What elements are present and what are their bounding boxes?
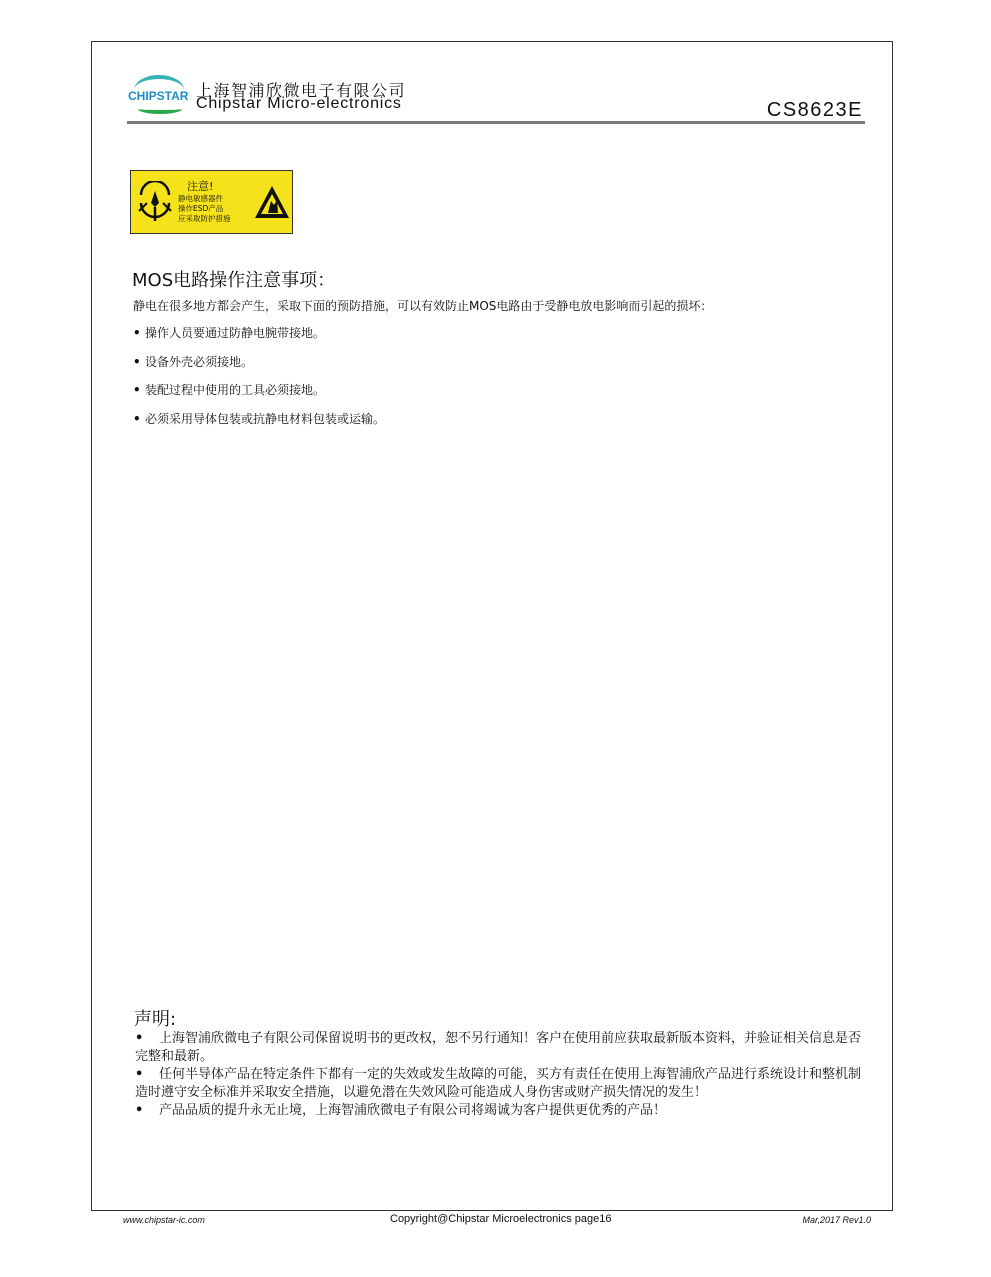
list-item: • 操作人员要通过防静电腕带接地。 xyxy=(133,326,326,340)
footer-website-link[interactable]: www.chipstar-ic.com xyxy=(123,1215,205,1225)
esd-line-3: 应采取防护措施 xyxy=(178,214,231,223)
company-name-en: Chipstar Micro-electronics xyxy=(196,95,402,112)
list-item: • 设备外壳必须接地。 xyxy=(133,354,254,369)
header-divider xyxy=(127,121,865,124)
list-item: • 必须采用导体包装或抗静电材料包装或运输。 xyxy=(133,411,386,426)
part-number: CS8623E xyxy=(766,99,863,121)
mos-precaution-list xyxy=(133,325,385,439)
logo-swoosh xyxy=(138,104,182,114)
list-item: • 装配过程中使用的工具必须接地。 xyxy=(133,383,326,397)
mos-section-heading: MOS电路操作注意事项： xyxy=(132,270,336,291)
esd-warning-triangle-icon xyxy=(253,183,291,221)
declaration-heading: 声明: xyxy=(134,1009,177,1030)
declaration-item: • 任何半导体产品在特定条件下都有一定的失效或发生故障的可能，买方有责任在使用上海智浦欣产品进行系统设计和整机制造时遵守安全标准并采取安全措施，以避免潜在失效风险可能造成人身伤害或财产损失情况的发生！ xyxy=(135,1067,862,1100)
chipstar-logo xyxy=(128,73,190,115)
logo-wordmark: CHIPSTAR xyxy=(128,89,189,103)
footer-revision: Mar,2017 Rev1.0 xyxy=(802,1215,871,1225)
esd-warning-box xyxy=(130,170,293,234)
footer-copyright: Copyright@Chipstar Microelectronics page16 xyxy=(390,1213,612,1225)
declaration-item: • 上海智浦欣微电子有限公司保留说明书的更改权，恕不另行通知！客户在使用前应获取最新版本资料，并验证相关信息是否完整和最新。 xyxy=(135,1031,862,1064)
esd-line-1: 静电敏感器件 xyxy=(178,194,223,203)
esd-line-2: 操作ESD产品 xyxy=(178,204,224,213)
mos-intro-text: 静电在很多地方都会产生，采取下面的预防措施，可以有效防止MOS电路由于受静电放电影响而引起的损坏： xyxy=(133,299,713,313)
declaration-item: • 产品品质的提升永无止境，上海智浦欣微电子有限公司将竭诚为客户提供更优秀的产品！ xyxy=(135,1103,667,1118)
esd-hand-icon xyxy=(135,181,175,225)
company-name-cn: 上海智浦欣微电子有限公司 xyxy=(196,81,407,100)
esd-title: 注意! xyxy=(187,180,214,193)
